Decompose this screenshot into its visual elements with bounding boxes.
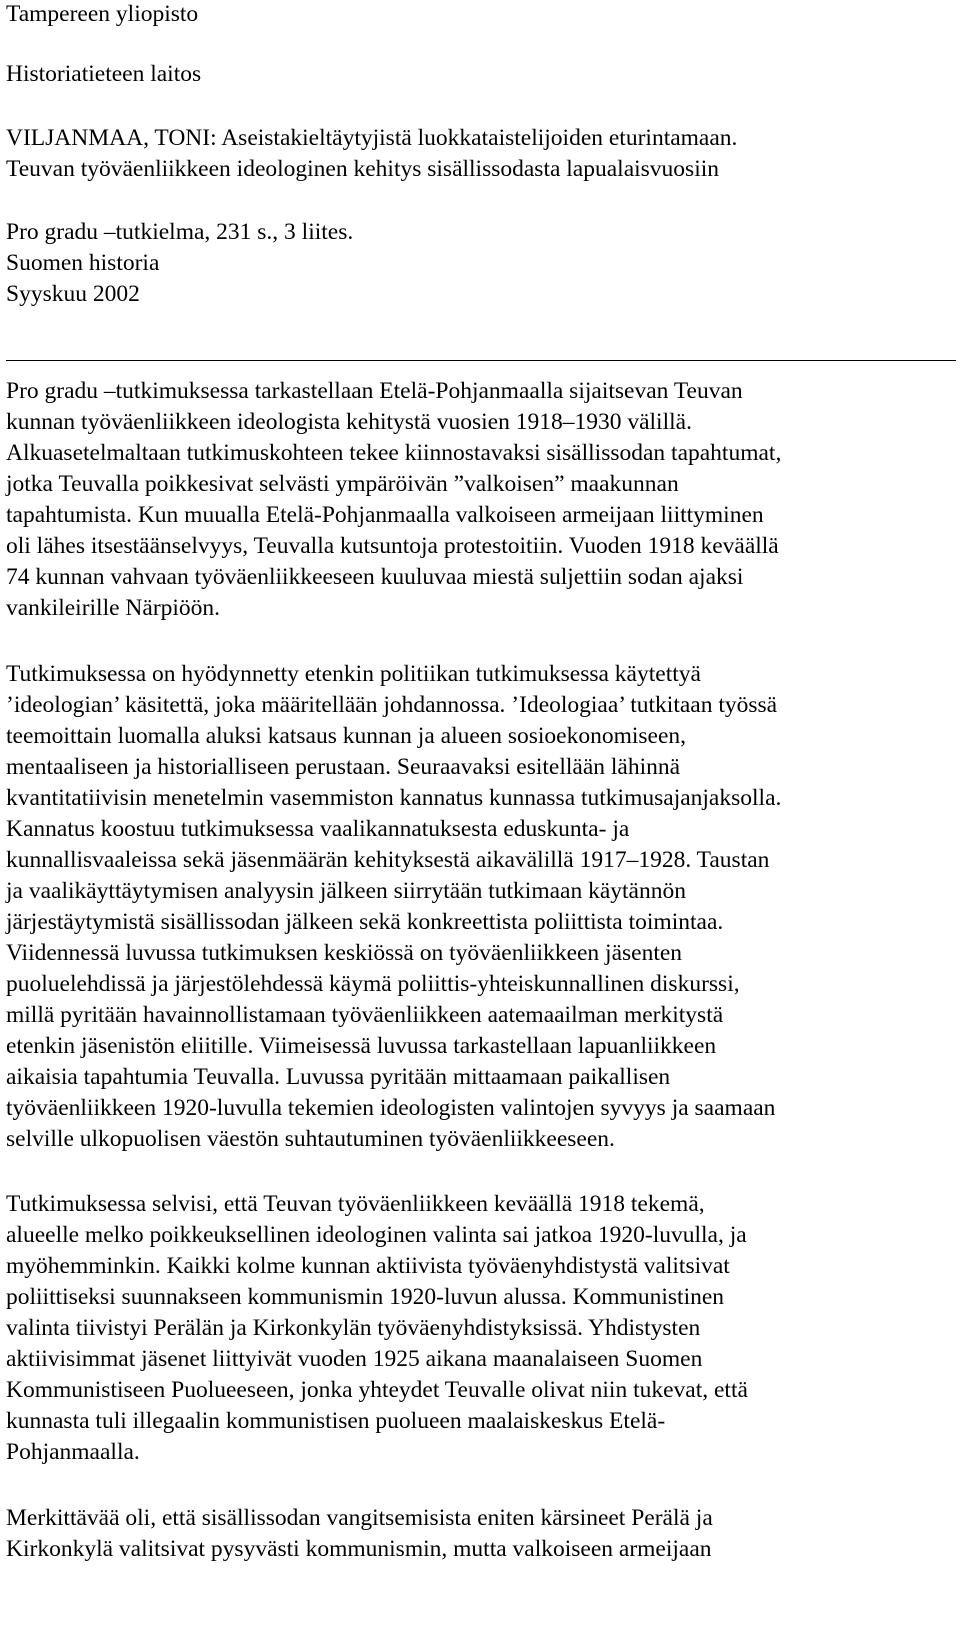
thesis-type: Pro gradu –tutkielma, 231 s., 3 liites. <box>6 219 354 245</box>
department-name: Historiatieteen laitos <box>6 61 202 87</box>
abstract-p2-line: teemoittain luomalla aluksi katsaus kunnan ja alueen sosioekonomiseen, <box>6 723 687 749</box>
abstract-p3-line: valinta tiivistyi Perälän ja Kirkonkylän työväenyhdistyksissä. Yhdistysten <box>6 1315 701 1341</box>
abstract-p3-line: Pohjanmaalla. <box>6 1439 140 1465</box>
university-name: Tampereen yliopisto <box>6 1 199 27</box>
abstract-p1-line: Alkuasetelmaltaan tutkimuskohteen tekee kiinnostavaksi sisällissodan tapahtumat, <box>6 440 782 466</box>
abstract-p2-line: Viidennessä luvussa tutkimuksen keskiössä on työväenliikkeen jäsenten <box>6 940 683 966</box>
abstract-p2-line: puoluelehdissä ja järjestölehdessä käymä poliittis-yhteiskunnallinen diskurssi, <box>6 971 740 997</box>
abstract-p1-line: vankileirille Närpiöön. <box>6 595 221 621</box>
abstract-p2-line: mentaaliseen ja historialliseen perustaan. Seuraavaksi esitellään lähinnä <box>6 754 681 780</box>
abstract-p1-line: 74 kunnan vahvaan työväenliikkeeseen kuuluvaa miestä suljettiin sodan ajaksi <box>6 564 744 590</box>
abstract-p3-line: kunnasta tuli illegaalin kommunistisen puolueen maalaiskeskus Etelä- <box>6 1408 666 1434</box>
abstract-p2-line: kunnallisvaaleissa sekä jäsenmäärän kehityksestä aikavälillä 1917–1928. Taustan <box>6 847 770 873</box>
thesis-title-line-2: Teuvan työväenliikkeen ideologinen kehitys sisällissodasta lapualaisvuosiin <box>6 156 720 182</box>
abstract-p4-line: Merkittävää oli, että sisällissodan vangitsemisista eniten kärsineet Perälä ja <box>6 1505 713 1531</box>
abstract-p2-line: työväenliikkeen 1920-luvulla tekemien ideologisten valintojen syvyys ja saamaan <box>6 1095 776 1121</box>
abstract-p3-line: Kommunistiseen Puolueeseen, jonka yhteydet Teuvalle olivat niin tukevat, että <box>6 1377 748 1403</box>
abstract-p2-line: aikaisia tapahtumia Teuvalla. Luvussa pyritään mittaamaan paikallisen <box>6 1064 671 1090</box>
abstract-p2-line: millä pyritään havainnollistamaan työväenliikkeen aatemaailman merkitystä <box>6 1002 724 1028</box>
thesis-date: Syyskuu 2002 <box>6 281 140 307</box>
abstract-p1-line: tapahtumista. Kun muualla Etelä-Pohjanmaalla valkoiseen armeijaan liittyminen <box>6 502 764 528</box>
abstract-p3-line: poliittiseksi suunnakseen kommunismin 1920-luvun alussa. Kommunistinen <box>6 1284 725 1310</box>
abstract-p2-line: ’ideologian’ käsitettä, joka määritellään johdannossa. ’Ideologiaa’ tutkitaan työssä <box>6 692 778 718</box>
abstract-p3-line: myöhemminkin. Kaikki kolme kunnan aktiivista työväenyhdistystä valitsivat <box>6 1253 730 1279</box>
abstract-p1-line: jotka Teuvalla poikkesivat selvästi ympäröivän ”valkoisen” maakunnan <box>6 471 679 497</box>
abstract-p3-line: aktiivisimmat jäsenet liittyivät vuoden 1925 aikana maanalaiseen Suomen <box>6 1346 703 1372</box>
abstract-p3-line: Tutkimuksessa selvisi, että Teuvan työväenliikkeen keväällä 1918 tekemä, <box>6 1191 705 1217</box>
abstract-p4-line: Kirkonkylä valitsivat pysyvästi kommunismin, mutta valkoiseen armeijaan <box>6 1536 712 1562</box>
abstract-p1-line: Pro gradu –tutkimuksessa tarkastellaan Etelä-Pohjanmaalla sijaitsevan Teuvan <box>6 378 743 404</box>
abstract-p2-line: Kannatus koostuu tutkimuksessa vaalikannatuksesta eduskunta- ja <box>6 816 630 842</box>
header-divider <box>6 360 956 361</box>
thesis-title-line-1: VILJANMAA, TONI: Aseistakieltäytyjistä luokkataistelijoiden eturintamaan. <box>6 125 738 151</box>
abstract-p2-line: etenkin jäsenistön eliitille. Viimeisessä luvussa tarkastellaan lapuanliikkeen <box>6 1033 717 1059</box>
abstract-p2-line: selville ulkopuolisen väestön suhtautuminen työväenliikkeeseen. <box>6 1126 615 1152</box>
abstract-p3-line: alueelle melko poikkeuksellinen ideologinen valinta sai jatkoa 1920-luvulla, ja <box>6 1222 747 1248</box>
abstract-p2-line: järjestäytymistä sisällissodan jälkeen sekä konkreettista poliittista toimintaa. <box>6 909 724 935</box>
abstract-p2-line: ja vaalikäyttäytymisen analyysin jälkeen siirrytään tutkimaan käytännön <box>6 878 686 904</box>
abstract-p2-line: kvantitatiivisin menetelmin vasemmiston kannatus kunnassa tutkimusajanjaksolla. <box>6 785 782 811</box>
thesis-subject: Suomen historia <box>6 250 160 276</box>
abstract-p2-line: Tutkimuksessa on hyödynnetty etenkin politiikan tutkimuksessa käytettyä <box>6 661 701 687</box>
abstract-p1-line: kunnan työväenliikkeen ideologista kehitystä vuosien 1918–1930 välillä. <box>6 409 692 435</box>
abstract-p1-line: oli lähes itsestäänselvyys, Teuvalla kutsuntoja protestoitiin. Vuoden 1918 keväällä <box>6 533 779 559</box>
